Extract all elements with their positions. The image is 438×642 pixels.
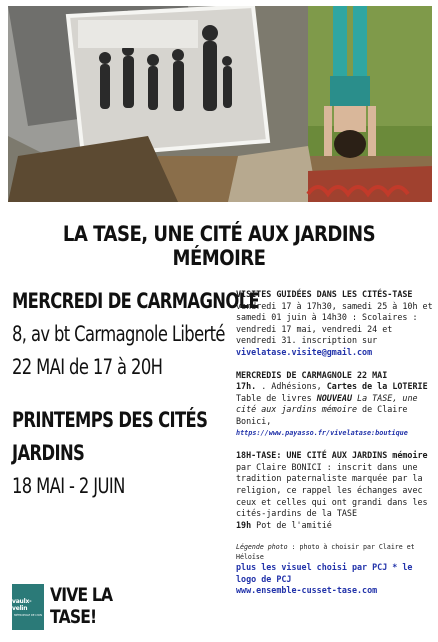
legend-note: plus les visuel choisi par PCJ * le logo de PCJ [236, 562, 413, 584]
page-title: LA TASE, UNE CITÉ AUX JARDINS MÉMOIRE [62, 222, 376, 270]
legend-text: : photo à choisir par Claire et Héloïse [236, 543, 415, 562]
visits-heading: VISITES GUIDÉES DANS LES CITÉS-TASE [236, 289, 413, 299]
vive-la-tase-line2: TASE! [50, 606, 97, 628]
vive-la-tase-logo [50, 584, 124, 628]
talk-time: 19h [236, 519, 252, 530]
talk-end: Pot de l'amitié [251, 519, 332, 530]
vaulx-velin-logo-name: vaulx-velin [12, 597, 32, 612]
mercredis-text2: Table de livres [236, 392, 317, 403]
right-column [236, 289, 434, 597]
mercredis-nouveau: NOUVEAU [316, 392, 352, 403]
mercredis-time: 17h. [236, 381, 257, 392]
mercredis-books [236, 393, 434, 428]
visits-email-link[interactable]: vivelatase.visite@gmail.com [236, 346, 373, 357]
mercredis-heading: MERCREDIS DE CARMAGNOLE 22 MAI [236, 369, 388, 380]
visits-section [236, 289, 434, 359]
vaulx-velin-logo [12, 584, 44, 630]
event-title: MERCREDI DE CARMAGNOLE [12, 289, 260, 313]
event-address: 8, av bt Carmagnole Liberté [12, 322, 225, 346]
mercredis-text3: de Claire Bonici, [236, 404, 408, 426]
festival-title-line1: PRINTEMPS DES CITÉS [12, 408, 208, 432]
festival-dates: 18 MAI - 2 JUIN [12, 474, 125, 498]
festival-title-line2: JARDINS [12, 441, 85, 465]
website-link[interactable]: www.ensemble-cusset-tase.com [236, 585, 378, 596]
photo-collage [8, 6, 432, 202]
legend-line [236, 542, 434, 562]
legend-section [236, 542, 434, 597]
vaulx-velin-logo-sub: MÉTROPOLE DE LYON [14, 613, 42, 617]
visits-body: vendredi 17 à 17h30, samedi 25 à 10h et samedi 01 juin à 14h30 : Scolaires : vendredi 17 mai, vendredi 24 et vendredi 31. inscription sur [236, 300, 433, 346]
mercredis-line [236, 381, 434, 393]
boutique-link[interactable]: https://www.payasso.fr/vivelatase:boutique [236, 428, 408, 437]
vive-la-tase-line1: VIVE LA [50, 584, 113, 606]
talk-end-line [236, 520, 434, 532]
legend-label: Légende photo [236, 543, 288, 552]
talk-section [236, 450, 434, 531]
mercredis-cartes: Cartes de la LOTERIE [326, 381, 428, 392]
talk-body: par Claire BONICI : inscrit dans une tradition paternaliste marquée par la religion, ce rappel les échanges avec ceux et celles qui ont grandi dans les cités-jardins de la TASE [236, 461, 428, 519]
mercredis-text1: . Adhésions, [256, 381, 327, 392]
event-date: 22 MAI de 17 à 20H [12, 355, 163, 379]
mercredis-book-title: La TASE, une cité aux jardins mémoire [236, 392, 418, 415]
talk-heading: 18H-TASE: UNE CITÉ AUX JARDINS mémoire [236, 450, 428, 461]
mercredis-section [236, 370, 434, 440]
